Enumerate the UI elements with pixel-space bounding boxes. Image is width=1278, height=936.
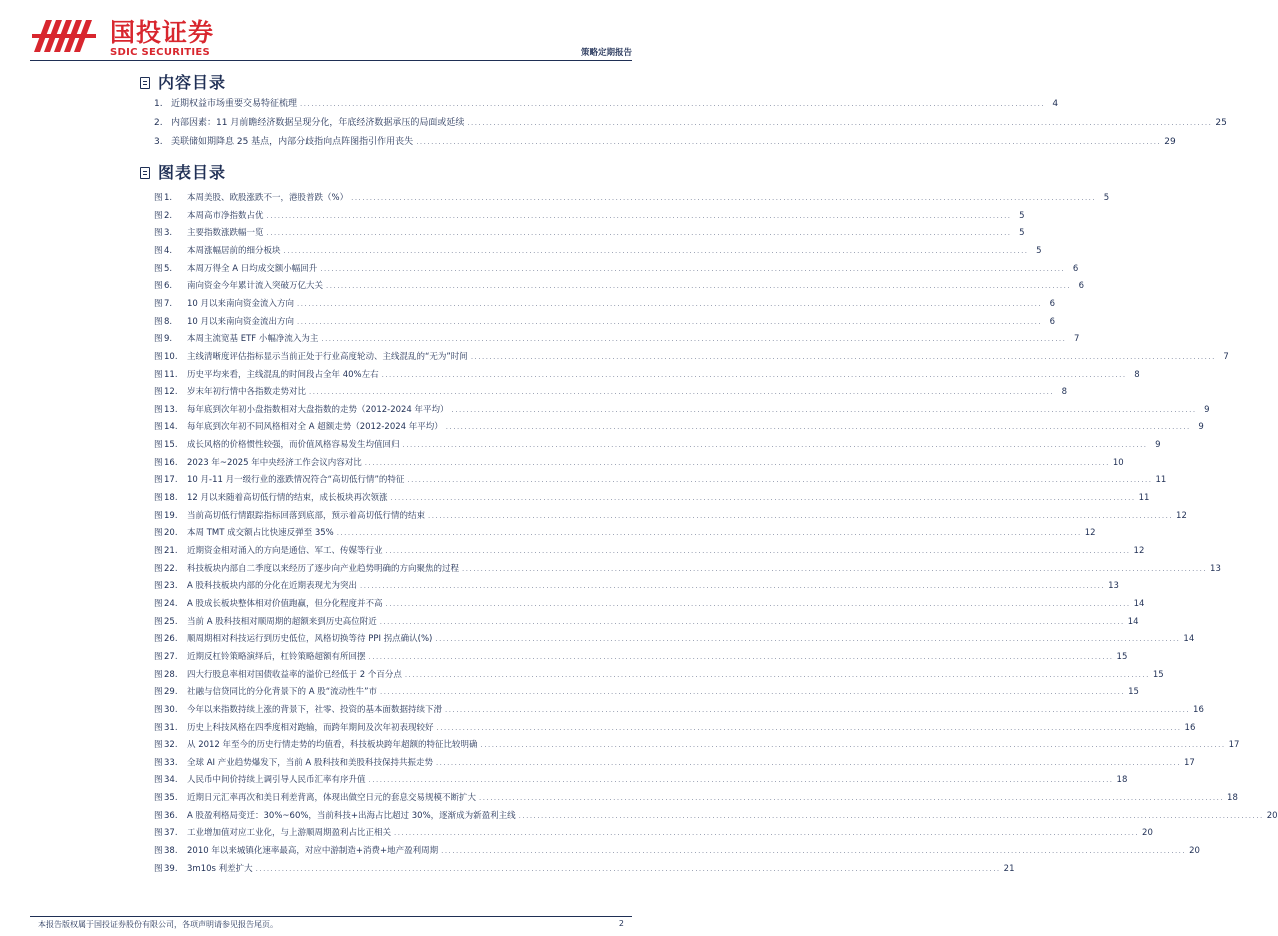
- entry-number: 2.: [164, 210, 173, 221]
- dot-leader: ........................................................................................................................................................................................................: [480, 741, 1226, 750]
- toc-entry[interactable]: [154, 315, 1056, 330]
- figure-prefix: 图: [154, 369, 163, 380]
- entry-number: 24.: [164, 598, 178, 609]
- toc-entry[interactable]: [154, 756, 1195, 771]
- figure-prefix: 图: [154, 740, 163, 751]
- dot-leader: ........................................................................................................................................................................................................: [445, 423, 1191, 432]
- entry-page-number: 14: [1133, 598, 1145, 609]
- entry-number: 38.: [164, 846, 178, 857]
- entry-page-number: 13: [1108, 581, 1119, 592]
- entry-page-number: 6: [1049, 298, 1056, 309]
- entry-page-number: 7: [1073, 334, 1080, 345]
- entry-number: 1.: [164, 193, 173, 203]
- entry-title: 近期权益市场重要交易特征梳理: [171, 99, 298, 109]
- entry-number: 3.: [164, 228, 173, 239]
- toc-entry[interactable]: [154, 721, 1196, 736]
- figure-prefix: 图: [154, 687, 163, 698]
- figure-prefix: 图: [154, 846, 163, 857]
- toc-entry[interactable]: [154, 632, 1195, 647]
- figure-prefix: 图: [154, 528, 163, 539]
- dot-leader: ........................................................................................................................................................................................................: [435, 635, 1181, 644]
- figure-prefix: 图: [154, 281, 163, 292]
- entry-number: 2.: [154, 118, 163, 128]
- dot-leader: ........................................................................................................................................................................................................: [441, 847, 1187, 856]
- figure-prefix: 图: [154, 298, 163, 309]
- document-icon: [140, 167, 150, 179]
- entry-page-number: 18: [1227, 793, 1238, 804]
- figure-prefix: 图: [154, 616, 163, 627]
- figure-prefix: 图: [154, 440, 163, 451]
- dot-leader: ........................................................................................................................................................................................................: [336, 529, 1082, 538]
- toc-entry[interactable]: [154, 279, 1085, 294]
- figure-prefix: 图: [154, 793, 163, 804]
- entry-title: A 股盈利格局变迁：30%~60%，当前科技+出海占比超过 30%，逐渐成为新盈利主线: [187, 810, 516, 821]
- toc-entry[interactable]: [154, 491, 1150, 506]
- toc-entry[interactable]: [154, 668, 1164, 683]
- entry-title: 人民币中间价持续上调引导人民币汇率有序升值: [187, 775, 366, 786]
- figure-prefix: 图: [154, 334, 163, 345]
- entry-title: A 股科技板块内部的分化在近期表现尤为突出: [187, 581, 358, 592]
- page-number: 2: [618, 919, 624, 928]
- figure-prefix: 图: [154, 563, 163, 574]
- dot-leader: ........................................................................................................................................................................................................: [385, 599, 1131, 608]
- entry-number: 30.: [164, 704, 178, 715]
- figure-prefix: 图: [154, 228, 163, 239]
- dot-leader: ........................................................................................................................................................................................................: [379, 617, 1125, 626]
- figure-prefix: 图: [154, 598, 163, 609]
- figure-prefix: 图: [154, 546, 163, 556]
- dot-leader: ........................................................................................................................................................................................................: [380, 688, 1126, 697]
- entry-number: 20.: [164, 528, 178, 539]
- dot-leader: ........................................................................................................................................................................................................: [462, 564, 1208, 573]
- figure-prefix: 图: [154, 193, 163, 203]
- entry-title: 本周 TMT 成交额占比快速反弹至 35%: [187, 528, 334, 539]
- figure-prefix: 图: [154, 422, 163, 433]
- dot-leader: ........................................................................................................................................................................................................: [381, 370, 1127, 379]
- dot-leader: ........................................................................................................................................................................................................: [518, 811, 1264, 820]
- sdic-logo-mark-icon: [30, 18, 100, 54]
- entry-number: 27.: [164, 651, 178, 662]
- entry-title: 本周万得全 A 日均成交额小幅回升: [187, 263, 318, 274]
- toc-entry[interactable]: [154, 685, 1139, 700]
- entry-title: 历史上科技风格在四季度相对跑输，而跨年期间及次年初表现较好: [187, 722, 434, 733]
- dot-leader: ........................................................................................................................................................................................................: [416, 138, 1162, 146]
- entry-title: 当前高切低行情跟踪指标回落到底部，预示着高切低行情的结束: [187, 510, 426, 521]
- entry-number: 4.: [164, 245, 173, 256]
- entry-number: 14.: [164, 422, 178, 433]
- figure-prefix: 图: [154, 475, 163, 486]
- entry-title: 本周美股、欧股涨跌不一，港股普跌（%）: [187, 193, 349, 203]
- entry-page-number: 25: [1215, 118, 1227, 128]
- entry-page-number: 10: [1112, 457, 1124, 468]
- dot-leader: ........................................................................................................................................................................................................: [435, 758, 1181, 767]
- entry-number: 10.: [164, 351, 178, 362]
- dot-leader: ........................................................................................................................................................................................................: [402, 441, 1148, 450]
- toc-entry[interactable]: [154, 438, 1161, 453]
- entry-page-number: 12: [1133, 546, 1145, 556]
- entry-number: 22.: [164, 563, 178, 574]
- footer-disclaimer: 本报告版权属于国投证券股份有限公司，各项声明请参见报告尾页。: [38, 920, 278, 929]
- toc-entry[interactable]: [154, 403, 1210, 418]
- dot-leader: ........................................................................................................................................................................................................: [300, 100, 1046, 108]
- toc-entry[interactable]: [154, 350, 1229, 365]
- entry-page-number: 5: [1019, 210, 1025, 221]
- entry-page-number: 4: [1052, 99, 1059, 109]
- figure-prefix: 图: [154, 704, 163, 715]
- entry-page-number: 20: [1266, 810, 1278, 821]
- entry-number: 26.: [164, 634, 178, 645]
- entry-page-number: 29: [1164, 137, 1176, 147]
- entry-page-number: 5: [1019, 228, 1025, 239]
- dot-leader: ........................................................................................................................................................................................................: [360, 582, 1106, 591]
- entry-page-number: 5: [1103, 193, 1110, 203]
- entry-number: 8.: [164, 316, 173, 327]
- entry-title: A 股成长板块整体相对价值跑赢，但分化程度并不高: [187, 598, 383, 609]
- dot-leader: ........................................................................................................................................................................................................: [404, 670, 1150, 679]
- figure-prefix: 图: [154, 669, 163, 680]
- entry-number: 1.: [154, 99, 163, 109]
- entry-page-number: 9: [1204, 404, 1210, 415]
- entry-title: 今年以来指数持续上涨的背景下，社零、投资的基本面数据持续下滑: [187, 704, 443, 715]
- entry-number: 17.: [164, 475, 178, 486]
- entry-page-number: 13: [1210, 563, 1221, 574]
- figure-prefix: 图: [154, 210, 163, 221]
- dot-leader: ........................................................................................................................................................................................................: [470, 352, 1216, 361]
- dot-leader: ........................................................................................................................................................................................................: [255, 864, 1001, 873]
- logo-chinese-name: 国投证券: [110, 18, 215, 47]
- entry-page-number: 12: [1176, 510, 1187, 521]
- entry-number: 29.: [164, 687, 178, 698]
- toc-entry[interactable]: [154, 526, 1096, 541]
- toc-entry[interactable]: [154, 456, 1124, 471]
- dot-leader: ........................................................................................................................................................................................................: [326, 282, 1072, 291]
- dot-leader: ........................................................................................................................................................................................................: [368, 776, 1114, 785]
- entry-title: 主要指数涨跌幅一览: [187, 228, 264, 239]
- entry-number: 18.: [164, 493, 178, 504]
- toc-entry[interactable]: [154, 862, 1015, 877]
- entry-page-number: 18: [1116, 775, 1128, 786]
- dot-leader: ........................................................................................................................................................................................................: [436, 723, 1182, 732]
- toc-entry[interactable]: [154, 738, 1240, 753]
- figure-prefix: 图: [154, 493, 163, 504]
- toc-entry[interactable]: [154, 135, 1176, 150]
- figure-prefix: 图: [154, 757, 163, 768]
- toc-entry[interactable]: [154, 385, 1068, 400]
- toc-entry[interactable]: [154, 579, 1119, 594]
- entry-title: 内部因素：11 月前瞻经济数据呈现分化，年底经济数据承压的局面或延续: [171, 118, 465, 128]
- figure-prefix: 图: [154, 316, 163, 327]
- figure-prefix: 图: [154, 581, 163, 592]
- entry-page-number: 8: [1134, 369, 1140, 380]
- dot-leader: ........................................................................................................................................................................................................: [445, 705, 1191, 714]
- toc-entry[interactable]: [154, 826, 1153, 841]
- entry-number: 32.: [164, 740, 178, 751]
- toc-entry[interactable]: [154, 809, 1278, 824]
- figure-prefix: 图: [154, 245, 163, 256]
- figure-prefix: 图: [154, 722, 163, 733]
- entry-number: 3.: [154, 137, 163, 147]
- toc-entry[interactable]: [154, 209, 1025, 224]
- entry-title: 10 月以来南向资金流出方向: [187, 316, 295, 327]
- figure-prefix: 图: [154, 863, 163, 874]
- entry-title: 工业增加值对应工业化，与上游顺周期盈利占比正相关: [187, 828, 392, 839]
- entry-number: 12.: [164, 387, 178, 398]
- toc-entry[interactable]: [154, 97, 1059, 112]
- dot-leader: ........................................................................................................................................................................................................: [428, 511, 1174, 520]
- dot-leader: ........................................................................................................................................................................................................: [297, 317, 1043, 326]
- figure-prefix: 图: [154, 404, 163, 415]
- dot-leader: ........................................................................................................................................................................................................: [266, 229, 1012, 238]
- entry-page-number: 15: [1152, 669, 1164, 680]
- entry-number: 5.: [164, 263, 173, 274]
- entry-title: 历史平均来看，主线混乱的时间段占全年 40%左右: [187, 369, 379, 380]
- entry-page-number: 17: [1228, 740, 1240, 751]
- entry-number: 37.: [164, 828, 178, 839]
- entry-title: 2023 年~2025 年中央经济工作会议内容对比: [187, 457, 362, 468]
- entry-number: 33.: [164, 757, 178, 768]
- dot-leader: ........................................................................................................................................................................................................: [283, 246, 1029, 255]
- toc-entry[interactable]: [154, 773, 1128, 788]
- entry-number: 9.: [164, 334, 173, 345]
- entry-title: 四大行股息率相对国债收益率的溢价已经低于 2 个百分点: [187, 669, 402, 680]
- logo-english-name: SDIC SECURITIES: [110, 47, 211, 58]
- figure-prefix: 图: [154, 510, 163, 521]
- toc-entry[interactable]: [154, 544, 1145, 559]
- dot-leader: ........................................................................................................................................................................................................: [394, 829, 1140, 838]
- figure-prefix: 图: [154, 263, 163, 274]
- entry-title: 每年底到次年初不同风格相对全 A 超额走势（2012-2024 年平均）: [187, 422, 443, 433]
- entry-page-number: 15: [1128, 687, 1139, 698]
- entry-title: 顺周期相对科技运行到历史低位，风格切换等待 PPI 拐点确认(%): [187, 634, 433, 645]
- entry-title: 岁末年初行情中各指数走势对比: [187, 387, 307, 398]
- entry-page-number: 9: [1155, 440, 1161, 451]
- entry-title: 本周主流宽基 ETF 小幅净流入为主: [187, 334, 319, 345]
- entry-title: 2010 年以来城镇化速率最高，对应中游制造+消费+地产盈利周期: [187, 846, 439, 857]
- entry-title: 3m10s 利差扩大: [187, 863, 253, 874]
- dot-leader: ........................................................................................................................................................................................................: [451, 405, 1197, 414]
- figures-title: 图表目录: [158, 163, 227, 182]
- toc-entry[interactable]: [154, 703, 1204, 718]
- entry-number: 15.: [164, 440, 178, 451]
- toc-entry[interactable]: [154, 420, 1204, 435]
- figure-prefix: 图: [154, 351, 163, 362]
- entry-number: 19.: [164, 510, 178, 521]
- toc-entry[interactable]: [154, 615, 1139, 630]
- entry-title: 本周高市净指数占优: [187, 210, 264, 221]
- entry-page-number: 16: [1184, 722, 1196, 733]
- entry-title: 南向资金今年累计流入突破万亿大关: [187, 281, 324, 292]
- footer-divider: [30, 916, 632, 917]
- toc-entry[interactable]: [154, 791, 1238, 806]
- dot-leader: ........................................................................................................................................................................................................: [479, 794, 1225, 803]
- figure-prefix: 图: [154, 387, 163, 398]
- entry-page-number: 16: [1193, 704, 1204, 715]
- entry-page-number: 11: [1155, 475, 1167, 486]
- document-icon: [140, 77, 150, 89]
- dot-leader: ........................................................................................................................................................................................................: [407, 476, 1153, 485]
- entry-page-number: 8: [1061, 387, 1068, 398]
- entry-page-number: 14: [1183, 634, 1195, 645]
- figure-prefix: 图: [154, 775, 163, 786]
- toc-entry[interactable]: [154, 844, 1200, 859]
- entry-number: 28.: [164, 669, 178, 680]
- entry-title: 每年底到次年初小盘指数相对大盘指数的走势（2012-2024 年平均）: [187, 404, 449, 415]
- entry-number: 13.: [164, 404, 178, 415]
- entry-page-number: 15: [1116, 651, 1128, 662]
- toc-entry[interactable]: [154, 244, 1042, 259]
- entry-title: 成长风格的价格惯性较强，而价值风格容易发生均值回归: [187, 440, 400, 451]
- entry-number: 31.: [164, 722, 178, 733]
- contents-title: 内容目录: [158, 73, 227, 92]
- toc-entry[interactable]: [154, 368, 1140, 383]
- dot-leader: ........................................................................................................................................................................................................: [385, 547, 1131, 555]
- toc-entry[interactable]: [154, 650, 1128, 665]
- entry-page-number: 12: [1084, 528, 1096, 539]
- entry-page-number: 14: [1127, 616, 1139, 627]
- dot-leader: ........................................................................................................................................................................................................: [320, 264, 1066, 273]
- entry-title: 10 月-11 月一级行业的涨跌情况符合“高切低行情”的特征: [187, 475, 405, 486]
- entry-title: 全球 AI 产业趋势爆发下，当前 A 股科技和美股科技保持共振走势: [187, 757, 433, 768]
- entry-page-number: 9: [1198, 422, 1204, 433]
- dot-leader: ........................................................................................................................................................................................................: [266, 211, 1012, 220]
- entry-title: 12 月以来随着高切低行情的结束，成长板块再次领涨: [187, 493, 388, 504]
- toc-entry[interactable]: [154, 332, 1080, 347]
- entry-title: 科技板块内部自二季度以来经历了逐步向产业趋势明确的方向聚焦的过程: [187, 563, 460, 574]
- toc-entry[interactable]: [154, 191, 1110, 206]
- figure-prefix: 图: [154, 651, 163, 662]
- entry-title: 从 2012 年至今的历史行情走势的均值看，科技板块跨年超额的特征比较明确: [187, 740, 478, 751]
- entry-page-number: 6: [1049, 316, 1056, 327]
- entry-number: 36.: [164, 810, 178, 821]
- toc-entry[interactable]: [154, 116, 1227, 131]
- entry-number: 23.: [164, 581, 178, 592]
- toc-entry[interactable]: [154, 262, 1079, 277]
- entry-page-number: 6: [1072, 263, 1079, 274]
- entry-title: 当前 A 股科技相对顺周期的超额来到历史高位附近: [187, 616, 377, 627]
- entry-page-number: 20: [1142, 828, 1153, 839]
- entry-number: 21.: [164, 546, 178, 556]
- entry-page-number: 11: [1138, 493, 1150, 504]
- toc-entry[interactable]: [154, 562, 1221, 577]
- entry-number: 7.: [164, 298, 173, 309]
- toc-entry[interactable]: [154, 226, 1025, 241]
- entry-title: 主线清晰度评估指标显示当前正处于行业高度轮动、主线混乱的“无为”时间: [187, 351, 468, 362]
- entry-title: 社融与信贷同比的分化背景下的 A 股“流动性牛”市: [187, 687, 378, 698]
- entry-page-number: 20: [1189, 846, 1200, 857]
- figure-prefix: 图: [154, 634, 163, 645]
- entry-page-number: 5: [1036, 245, 1042, 256]
- entry-page-number: 21: [1003, 863, 1015, 874]
- dot-leader: ........................................................................................................................................................................................................: [321, 335, 1067, 344]
- entry-page-number: 7: [1223, 351, 1229, 362]
- entry-number: 11.: [164, 369, 178, 380]
- entry-number: 6.: [164, 281, 173, 292]
- entry-page-number: 6: [1078, 281, 1085, 292]
- entry-title: 近期日元汇率再次和美日利差背离，体现出做空日元的套息交易规模不断扩大: [187, 793, 477, 804]
- company-logo: [30, 18, 230, 58]
- entry-title: 10 月以来南向资金流入方向: [187, 298, 295, 309]
- report-type-label: 策略定期报告: [580, 48, 632, 58]
- dot-leader: ........................................................................................................................................................................................................: [390, 494, 1136, 503]
- dot-leader: ........................................................................................................................................................................................................: [467, 119, 1213, 127]
- dot-leader: ........................................................................................................................................................................................................: [368, 652, 1114, 661]
- entry-title: 近期资金相对涌入的方向是通信、军工、传媒等行业: [187, 546, 383, 556]
- toc-entry[interactable]: [154, 597, 1145, 612]
- entry-title: 本周涨幅居前的细分板块: [187, 245, 281, 256]
- dot-leader: ........................................................................................................................................................................................................: [297, 299, 1043, 308]
- entry-page-number: 17: [1183, 757, 1195, 768]
- figure-prefix: 图: [154, 457, 163, 468]
- entry-number: 35.: [164, 793, 178, 804]
- dot-leader: ........................................................................................................................................................................................................: [364, 458, 1110, 467]
- toc-entry[interactable]: [154, 509, 1187, 524]
- header-divider: [30, 60, 632, 61]
- entry-number: 39.: [164, 863, 178, 874]
- entry-title: 美联储如期降息 25 基点，内部分歧指向点阵图指引作用丧失: [171, 137, 414, 147]
- dot-leader: ........................................................................................................................................................................................................: [309, 388, 1055, 397]
- toc-entry[interactable]: [154, 297, 1056, 312]
- entry-number: 25.: [164, 616, 178, 627]
- entry-number: 34.: [164, 775, 178, 786]
- figure-prefix: 图: [154, 828, 163, 839]
- entry-number: 16.: [164, 457, 178, 468]
- toc-entry[interactable]: [154, 473, 1167, 488]
- entry-title: 近期反杠铃策略演绎后，杠铃策略超额有所回摆: [187, 651, 366, 662]
- figure-prefix: 图: [154, 810, 163, 821]
- dot-leader: ........................................................................................................................................................................................................: [351, 194, 1097, 202]
